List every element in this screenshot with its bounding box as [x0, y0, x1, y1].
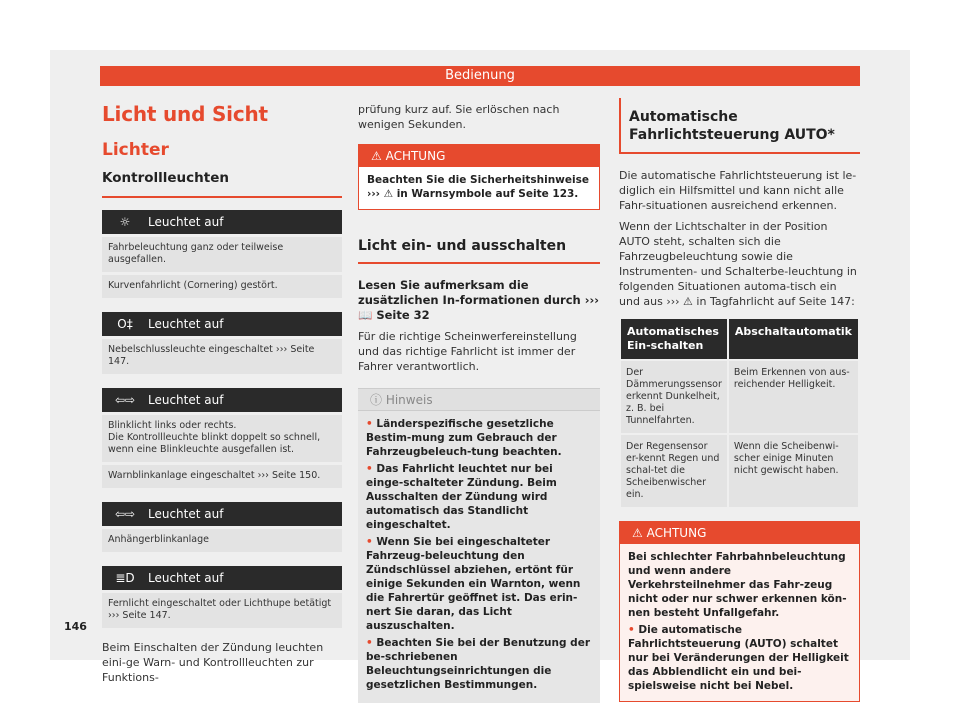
note-item: Wenn Sie bei eingeschalteter Fahrzeug-beleuchtung den Zündschlüssel abziehen, ertönt für einige Sekunden ein Warnton, wenn die Fahrertür geöffnet ist. Das erin-nert Sie daran, das Licht auszuschalten. [366, 536, 581, 632]
note-item: Beachten Sie bei der Benutzung der be-schriebenen Beleuchtungseinrichtungen die gesetzlichen Bestimmungen. [366, 637, 590, 691]
bullet-icon: • [366, 637, 377, 649]
high-beam-icon: ≣D [115, 571, 135, 585]
lamp-row: Warnblinkanlage eingeschaltet ››› Seite 150. [102, 465, 342, 488]
bullet-icon: • [366, 418, 377, 430]
table-cell: Der Regensensor er-kennt Regen und schal-tet die Scheibenwischer ein. [621, 435, 727, 507]
rear-fog-light-icon: O‡ [117, 317, 133, 331]
lamp-light-failure: ☼ Leuchtet auf Fahrbeleuchtung ganz oder teilweise ausgefallen. Kurvenfahrlicht (Cornering) gestört. [102, 210, 342, 298]
table-header: Abschaltautomatik [729, 319, 858, 359]
body-paragraph: prüfung kurz auf. Sie erlöschen nach wenigen Sekunden. [358, 103, 560, 131]
warning-text: Beachten Sie die Sicherheitshinweise ››› ⚠ in Warnsymbole auf Seite 123. [367, 174, 589, 200]
lamp-row: Kurvenfahrlicht (Cornering) gestört. [102, 275, 342, 298]
warning-icon: ⚠ [632, 526, 647, 540]
warning-box: ⚠ ACHTUNG Beachten Sie die Sicherheitshinweise ››› ⚠ in Warnsymbole auf Seite 123. [358, 144, 600, 210]
auto-light-table [619, 317, 860, 509]
lamp-turn-signal: ⇦⇨ Leuchtet auf Blinklicht links oder rechts. Die Kontrollleuchte blinkt doppelt so schnell, wenn eine Blinkleuchte ausgefallen ist. Warnblinkanlage eingeschaltet ››› Seite 150. [102, 388, 342, 488]
lamp-trailer-signal: ⇦⇨ Leuchtet auf Anhängerblinkanlage [102, 502, 342, 552]
table-row [621, 361, 858, 433]
bullet-icon: • [628, 624, 639, 636]
note-box: ⓘ Hinweis • Länderspezifische gesetzliche Bestim-mung zum Gebrauch der Fahrzeugbeleuch-tung beachten. • Das Fahrlicht leuchtet nur bei einge-schalteter Zündung. Beim Ausschalten der Zündung wird automatisch das Standlicht eingeschaltet. • Wenn Sie bei eingeschalteter Fahrzeug-beleuchtung den Zündschlüssel abziehen, ertönt für einige Sekunden ein Warnton, wenn die Fahrertür geöffnet ist. Das erin-nert Sie daran, das Licht auszuschalten. • Beachten Sie bei der Benutzung der be-schriebenen Beleuchtungseinrichtungen die gesetzlichen Bestimmungen. [358, 388, 600, 703]
info-icon: ⓘ [370, 393, 386, 407]
lamp-row: Anhängerblinkanlage [102, 529, 342, 552]
warning-icon: ⚠ [371, 149, 386, 163]
subsection-title: Kontrollleuchten [102, 170, 342, 198]
warning-text: Bei schlechter Fahrbahnbeleuchtung und wenn andere Verkehrsteilnehmer das Fahr-zeug nicht oder nur schwer erkennen kön-nen besteht Unfallgefahr. [628, 551, 847, 619]
body-paragraph: Beim Einschalten der Zündung leuchten eini-ge Warn- und Kontrollleuchten zur Funktions- [102, 641, 324, 684]
bullet-icon: • [366, 463, 377, 475]
column-2 [358, 90, 600, 703]
table-cell: Wenn die Scheibenwi-scher einige Minuten nicht gewischt haben. [729, 435, 858, 507]
chapter-title: Licht und Sicht [102, 102, 268, 126]
lead-text: Lesen Sie aufmerksam die zusätzlichen In-formationen durch ››› 📖 Seite 32 [358, 278, 599, 322]
turn-signal-icon: ⇦⇨ [114, 393, 136, 407]
warning-box: ⚠ ACHTUNG Bei schlechter Fahrbahnbeleuchtung und wenn andere Verkehrsteilnehmer das Fahr-zeug nicht oder nur schwer erkennen kön-nen besteht Unfallgefahr. • Die automatische Fahrlichtsteuerung (AUTO) schaltet nur bei Veränderungen der Helligkeit das Abblendlicht ein und bei-spielsweise nicht bei Nebel. [619, 521, 860, 702]
section-title: Automatische Fahrlichtsteuerung AUTO* [619, 98, 860, 154]
lamp-row: Blinklicht links oder rechts. Die Kontrollleuchte blinkt doppelt so schnell, wenn eine Blinkleuchte ausgefallen ist. [102, 415, 342, 462]
lamp-row: Fahrbeleuchtung ganz oder teilweise ausgefallen. [102, 237, 342, 272]
column-1 [102, 90, 342, 685]
body-paragraph: Für die richtige Scheinwerfereinstellung und das richtige Fahrlicht ist immer der Fahrer verantwortlich. [358, 330, 577, 373]
bullet-icon: • [366, 536, 377, 548]
column-3 [619, 90, 860, 702]
table-row [621, 435, 858, 507]
light-icon: ☼ [119, 215, 131, 229]
section-title: Licht ein- und ausschalten [358, 210, 600, 264]
lamp-high-beam: ≣D Leuchtet auf Fernlicht eingeschaltet oder Lichthupe betätigt ››› Seite 147. [102, 566, 342, 628]
lamp-row: Nebelschlussleuchte eingeschaltet ››› Seite 147. [102, 339, 342, 374]
page-number: 146 [64, 620, 87, 633]
table-cell: Der Dämmerungssensor erkennt Dunkelheit, z. B. bei Tunnelfahrten. [621, 361, 727, 433]
body-paragraph: Die automatische Fahrlichtsteuerung ist le-diglich ein Hilfsmittel und kann nicht alle Fahr-situationen ausreichend erkennen. [619, 169, 857, 212]
body-paragraph: Wenn der Lichtschalter in der Position AUTO steht, schalten sich die Fahrzeugbeleuchtung sowie die Instrumenten- und Schalterbe-leuchtung in folgenden Situationen automa-tisch ein und aus ››› ⚠ in Tagfahrlicht auf Seite 147: [619, 220, 857, 308]
note-item: Das Fahrlicht leuchtet nur bei einge-schalteter Zündung. Beim Ausschalten der Zündung wird automatisch das Standlicht eingeschaltet. [366, 463, 557, 531]
lamp-row: Fernlicht eingeschaltet oder Lichthupe betätigt ››› Seite 147. [102, 593, 342, 628]
table-header: Automatisches Ein-schalten [621, 319, 727, 359]
section-header: Bedienung [100, 66, 860, 86]
warning-text: Die automatische Fahrlichtsteuerung (AUTO) schaltet nur bei Veränderungen der Helligkeit das Abblendlicht ein und bei-spielsweise nicht bei Nebel. [628, 624, 849, 692]
table-cell: Beim Erkennen von aus-reichender Helligkeit. [729, 361, 858, 433]
trailer-turn-signal-icon: ⇦⇨ [114, 507, 136, 521]
note-item: Länderspezifische gesetzliche Bestim-mung zum Gebrauch der Fahrzeugbeleuch-tung beachten. [366, 418, 562, 458]
lamp-rear-fog: O‡ Leuchtet auf Nebelschlussleuchte eingeschaltet ››› Seite 147. [102, 312, 342, 374]
section-title: Lichter [102, 140, 169, 160]
